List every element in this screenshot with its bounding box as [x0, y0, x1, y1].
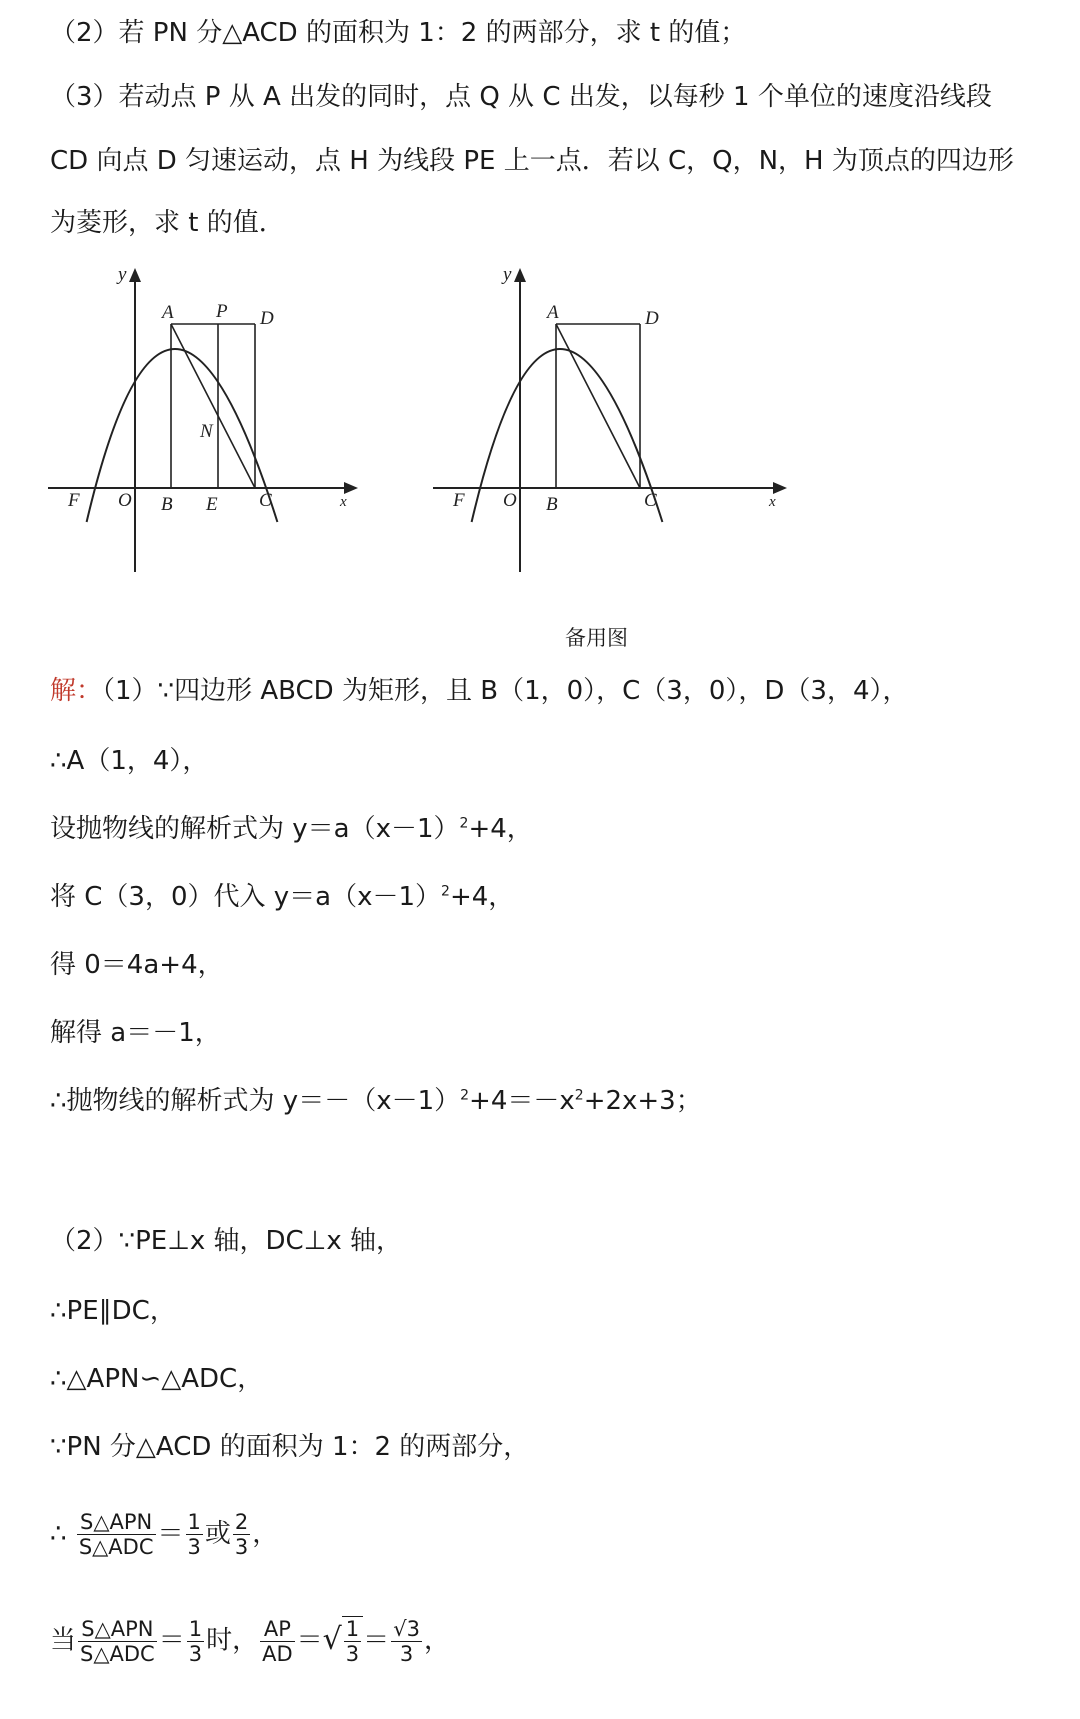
l7-b: +4＝－x	[469, 1086, 575, 1116]
l4-b: +4，	[449, 882, 515, 912]
segment-AC	[171, 324, 255, 488]
parabola	[87, 349, 278, 522]
backup-figure-svg	[425, 260, 805, 580]
label-F: F	[68, 490, 80, 511]
label-A: A	[547, 302, 559, 323]
p2-6-when: 当	[50, 1625, 77, 1656]
label-C: C	[259, 490, 272, 511]
solution-line-7	[50, 1086, 702, 1117]
l4-a: 将 C（3，0）代入 y＝a（x－1）	[50, 882, 442, 912]
x-axis-arrow	[344, 482, 358, 494]
segment-AC	[556, 324, 640, 488]
figure-caption: 备用图	[565, 626, 628, 650]
label-O: O	[118, 490, 132, 511]
solution-label: 解：	[50, 676, 103, 706]
label-x: x	[340, 494, 347, 510]
label-D: D	[645, 308, 659, 329]
label-O: O	[503, 490, 517, 511]
root3-over-3: $\frac{√3}{3}$	[393, 1616, 420, 1666]
backup-figure	[425, 260, 805, 584]
l3-a: 设抛物线的解析式为 y＝a（x－1）	[50, 814, 460, 844]
part2-line-2: ∴PE∥DC，	[50, 1296, 176, 1326]
p2-5-eq: ＝	[157, 1519, 184, 1550]
parabola	[472, 349, 663, 522]
main-figure-svg	[40, 260, 380, 580]
p2-5-or: 或	[204, 1519, 231, 1550]
solution-line-4	[50, 882, 514, 913]
label-B: B	[546, 494, 558, 515]
l7-c: +2x+3；	[583, 1086, 702, 1116]
solution-line-2: ∴A（1，4），	[50, 746, 209, 776]
label-D: D	[260, 308, 274, 329]
solution-line-6: 解得 a＝－1，	[50, 1018, 221, 1048]
label-N: N	[200, 421, 213, 442]
l7-sup1: 2	[460, 1087, 470, 1104]
solution-line-5: 得 0＝4a+4，	[50, 950, 224, 980]
l4-sup: 2	[441, 883, 450, 900]
label-A: A	[162, 302, 174, 323]
p2-5-therefore: ∴	[50, 1519, 67, 1550]
part2-line-3: ∴△APN∽△ADC，	[50, 1364, 264, 1394]
part2-line-5: ∴ $\frac{\text{S△APN}}{\text{S△ADC}}$ ＝ $\frac{1}{3}$ 或 $\frac{2}{3}$ ，	[50, 1510, 279, 1560]
l3-b: +4，	[468, 814, 533, 844]
question-part-3-line-1: （3）若动点 P 从 A 出发的同时，点 Q 从 C 出发，以每秒 1 个单位的速度沿线段	[50, 82, 992, 112]
label-B: B	[161, 494, 173, 515]
ap-ad-fraction: $\frac{AP}{AD}$	[262, 1616, 293, 1666]
area-ratio-fraction-2: $\frac{\text{S△APN}}{\text{S△ADC}}$	[80, 1616, 155, 1666]
label-y: y	[118, 264, 127, 285]
l3-sup: 2	[459, 815, 469, 832]
part2-line-6: 当 $\frac{\text{S△APN}}{\text{S△ADC}}$ ＝ $\frac{1}{3}$ 时， $\frac{AP}{AD}$ ＝√ $\frac{1}{3}$ ＝ $\frac{√3}{3}$ ，	[50, 1616, 450, 1667]
question-part-2: （2）若 PN 分△ACD 的面积为 1：2 的两部分，求 t 的值；	[50, 18, 747, 48]
question-part-3-line-2: CD 向点 D 匀速运动，点 H 为线段 PE 上一点．若以 C，Q，N，H 为顶点的四边形	[50, 146, 1014, 176]
solution-l1-text: （1）∵四边形 ABCD 为矩形，且 B（1，0），C（3，0），D（3，4），	[102, 676, 909, 706]
question-part-3-line-3: 为菱形，求 t 的值．	[50, 208, 285, 238]
label-E: E	[206, 494, 218, 515]
label-y: y	[503, 264, 512, 285]
part2-line-1: （2）∵PE⊥x 轴，DC⊥x 轴，	[50, 1226, 402, 1256]
sqrt-one-third: √ $\frac{1}{3}$	[323, 1616, 364, 1666]
label-x: x	[769, 494, 776, 510]
fraction-two-thirds: $\frac{2}{3}$	[234, 1510, 249, 1560]
main-figure	[40, 260, 380, 584]
l7-sup2: 2	[574, 1087, 584, 1104]
x-axis-arrow	[773, 482, 787, 494]
y-axis-arrow	[129, 268, 141, 282]
label-P: P	[216, 301, 228, 322]
area-ratio-fraction	[77, 1510, 156, 1559]
label-C: C	[644, 490, 657, 511]
area-ratio-den: S△ADC	[78, 1535, 154, 1560]
fraction-one-third: $\frac{1}{3}$	[187, 1510, 201, 1560]
l7-a: ∴抛物线的解析式为 y＝－（x－1）	[50, 1086, 461, 1116]
fraction-one-third-2: $\frac{1}{3}$	[188, 1616, 203, 1666]
solution-line-3	[50, 814, 533, 845]
area-ratio-num: S△APN	[77, 1510, 156, 1535]
solution-line-1	[50, 676, 909, 707]
y-axis-arrow	[514, 268, 526, 282]
part2-line-4: ∵PN 分△ACD 的面积为 1：2 的两部分，	[50, 1432, 530, 1462]
label-F: F	[453, 490, 465, 511]
